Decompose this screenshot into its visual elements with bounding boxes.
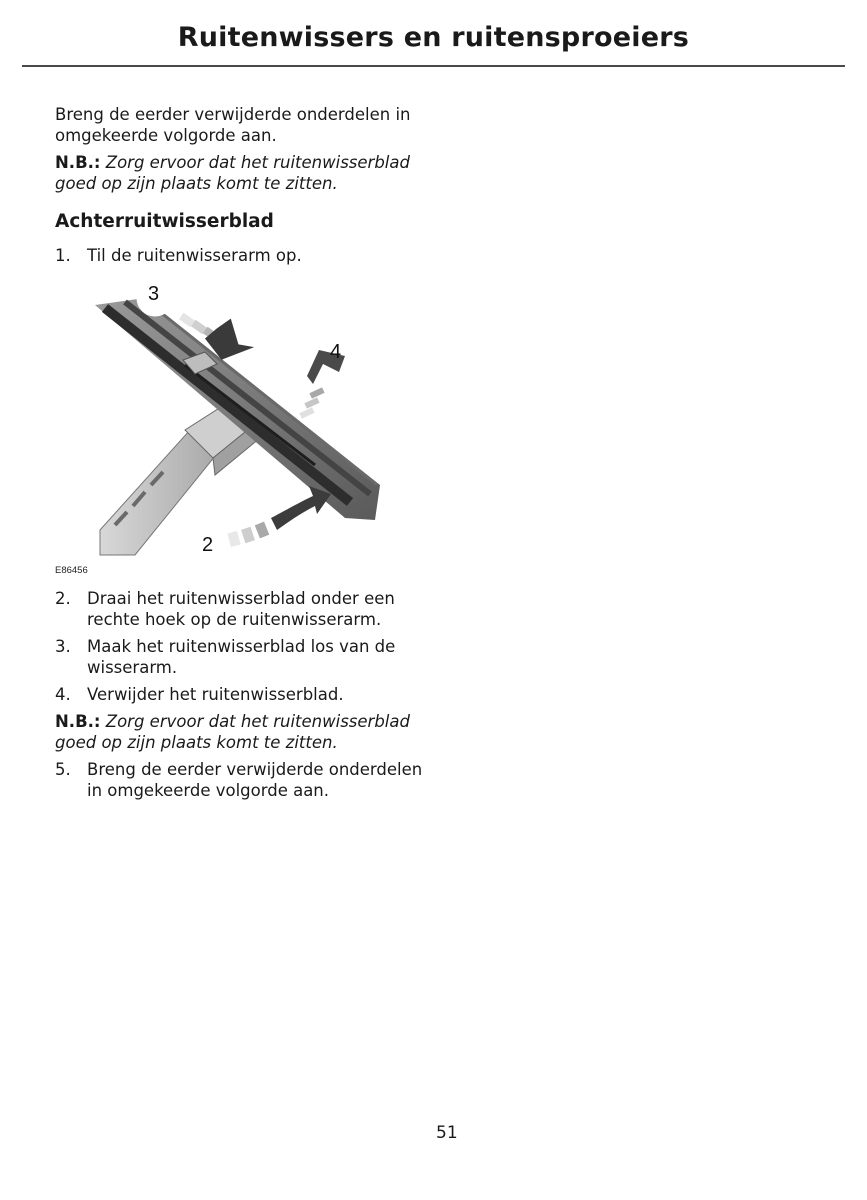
note-2-label: N.B.:	[55, 712, 101, 731]
step-5	[55, 759, 435, 801]
step-3-text: Maak het ruitenwisserblad los van de wisserarm.	[87, 637, 396, 677]
note-1-label: N.B.:	[55, 153, 101, 172]
step-5-text: Breng de eerder verwijderde onderdelen in omgekeerde volgorde aan.	[87, 760, 423, 800]
step-4-number: 4.	[55, 685, 71, 704]
note-1-text: Zorg ervoor dat het ruitenwisserblad goed op zijn plaats komt te zitten.	[55, 153, 410, 193]
step-4	[55, 684, 435, 705]
section-heading: Achterruitwisserblad	[55, 211, 274, 232]
callout-2: 2	[202, 534, 214, 556]
intro-paragraph: Breng de eerder verwijderde onderdelen in omgekeerde volgorde aan.	[55, 105, 411, 145]
step-1-number: 1.	[55, 246, 71, 265]
content-column	[55, 104, 435, 807]
step-4-text: Verwijder het ruitenwisserblad.	[87, 685, 344, 704]
note-1	[55, 152, 435, 194]
step-1-text: Til de ruitenwisserarm op.	[87, 246, 302, 265]
note-2-text: Zorg ervoor dat het ruitenwisserblad goed op zijn plaats komt te zitten.	[55, 712, 410, 752]
figure-code: E86456	[55, 565, 88, 576]
wiper-illustration-drawing	[55, 280, 385, 580]
step-3	[55, 636, 435, 678]
page-title: Ruitenwissers en ruitensproeiers	[177, 22, 689, 53]
step-5-number: 5.	[55, 760, 71, 779]
wiper-illustration	[55, 280, 385, 580]
step-2-text: Draai het ruitenwisserblad onder een rechte hoek op de ruitenwisserarm.	[87, 589, 395, 629]
callout-4: 4	[330, 341, 342, 363]
step-1	[55, 245, 435, 266]
callout-3: 3	[148, 283, 160, 305]
page-number: 51	[436, 1123, 458, 1143]
note-2	[55, 711, 435, 753]
step-2-number: 2.	[55, 589, 71, 608]
step-2	[55, 588, 435, 630]
step-3-number: 3.	[55, 637, 71, 656]
title-rule	[22, 65, 845, 67]
